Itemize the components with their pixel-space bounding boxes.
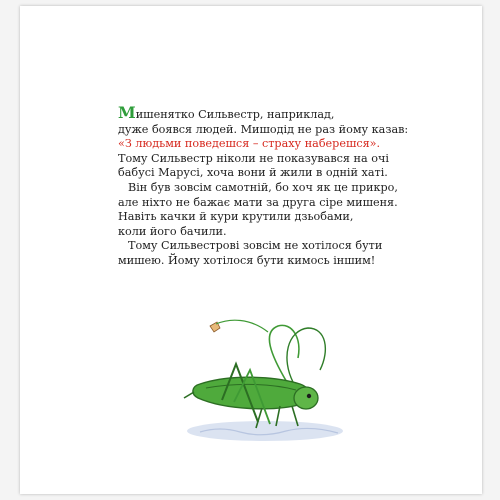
grasshopper-eye [307, 394, 311, 398]
paragraph-1-line-1: Мишенятко Сильвестр, наприклад, [118, 103, 335, 122]
grasshopper-head [294, 387, 318, 409]
paragraph-1-line-4: Тому Сильвестр ніколи не показувався на очі [118, 151, 389, 165]
book-page [20, 6, 482, 494]
paragraph-2-line-3: Навіть качки й кури крутили дзьобами, [118, 210, 354, 224]
paragraph-1-line-5: бабусі Марусі, хоча вони й жили в одній хаті. [118, 166, 388, 180]
antenna-right [287, 328, 325, 384]
paragraph-2-line-4: коли його бачили. [118, 224, 227, 238]
paragraph-3-line-1: Тому Сильвестрові зовсім не хотілося бути [128, 239, 383, 253]
antenna-thread [216, 320, 268, 332]
paragraph-2-line-2: але ніхто не бажає мати за друга сіре мишеня. [118, 195, 398, 209]
paragraph-2-line-1: Він був зовсім самотній, бо хоч як це прикро, [128, 180, 398, 194]
grasshopper-icon [170, 314, 400, 454]
ground-shadow [187, 421, 343, 441]
drop-cap: М [118, 103, 136, 122]
story-text [118, 103, 418, 269]
paragraph-3-line-2: мишею. Йому хотілося бути кимось іншим! [118, 253, 376, 267]
tail-tip [184, 392, 194, 398]
paragraph-1-line-2: дуже боявся людей. Мишодід не раз йому казав: [118, 122, 409, 136]
quote-line: «З людьми поведешся – страху наберешся». [118, 137, 381, 151]
